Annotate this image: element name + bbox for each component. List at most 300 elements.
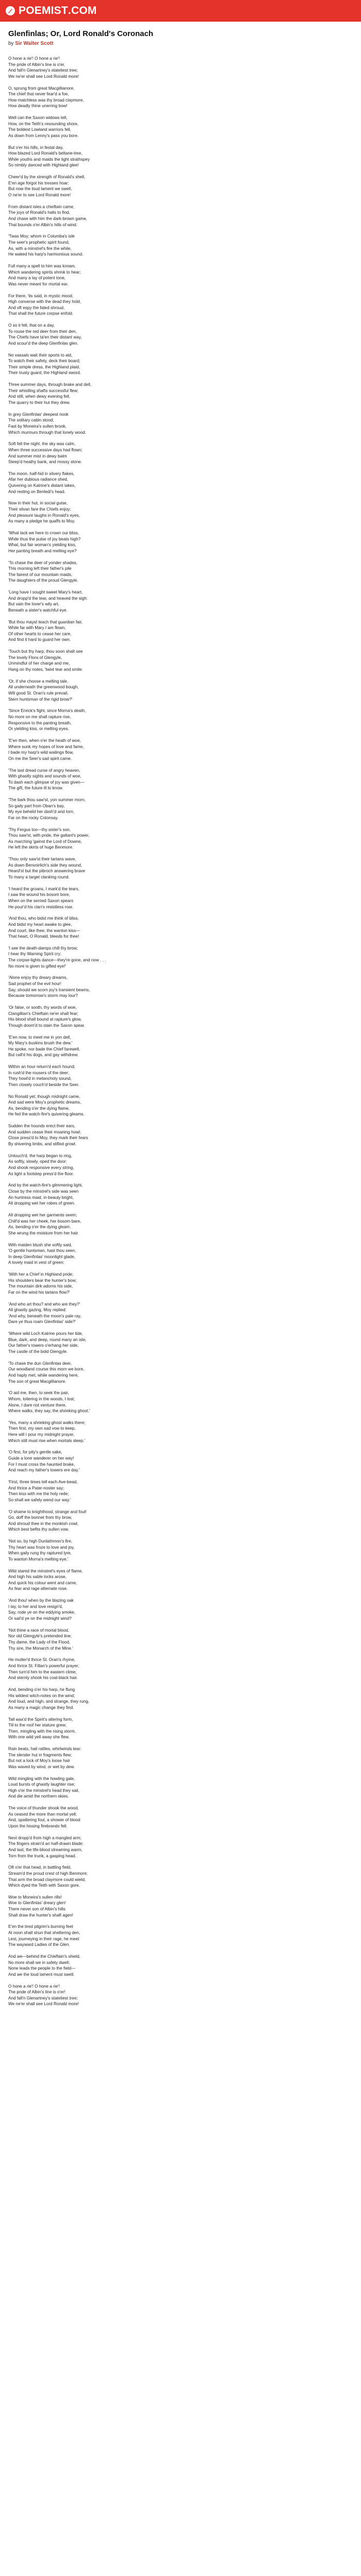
poem-line: To many a target clanking round. [8,874,70,879]
stanza [8,1509,353,1533]
stanza [8,1538,353,1562]
poem-line: Her panting breath and melting eye? [8,548,77,553]
poem-line: A lovely maid in vest of green: [8,1260,64,1265]
stanza [8,382,353,405]
poem-line: When gaily rung thy raptured lyre, [8,1551,72,1556]
poem-line: What, but fair woman's yielding kiss, [8,543,76,548]
stanza [8,1568,353,1592]
poem-line: As softly, slowly, oped the door; [8,1159,67,1164]
poem-line: E'en the tired pilgrim's burning feet [8,1924,73,1929]
poem-line: By shivering limbs, and stifled growl. [8,1142,76,1147]
stanza [8,204,353,228]
poem-line: And scour'd the deep Glenfinlas glen. [8,341,78,346]
poem-line: As, with a minstrel's fire the while, [8,246,72,251]
poem-line: Far on the wind his tartans flow?' [8,1290,70,1295]
poem-line: 'Or false, or sooth, thy words of woe, [8,1005,77,1010]
poem-line: 'Yes, many a shrieking ghost walks there; [8,1420,86,1425]
poem-line: And we—behind the Chieftain's shield, [8,1954,80,1959]
poem-line: Dare ye thus roam Glenfinlas' side?' [8,1319,76,1325]
poem-line: But not a lock of Moy's loose hair [8,1758,70,1764]
poem-line: None leads the people to the field— [8,1966,76,1971]
poem-line: Which murmurs through that lonely wood. [8,430,87,435]
stanza [8,1301,353,1325]
poem-line: Their simple dress, the Highland plaid, [8,364,80,369]
poem-line: Cheer'd by the strength of Ronald's shell, [8,175,86,180]
poem-line: We ne'er shall see Lord Ronald more! [8,74,79,79]
stanza [8,1894,353,1918]
stanza [8,174,353,198]
stanza [8,352,353,376]
poem-line: With one wild yell away she flew. [8,1735,70,1740]
poem-line: Till to the roof her stature grew; [8,1723,67,1728]
poem-line: Hang on thy notes, 'twixt tear and smile. [8,667,83,672]
stanza [8,233,353,257]
poem-line: He pour'd his clan's resistless roar. [8,904,73,909]
logo-link[interactable] [5,5,97,17]
logo-tld: .COM [68,5,97,16]
stanza [8,293,353,317]
poem-line: His blood shall bound at rapture's glow, [8,1017,82,1022]
poem-line: And chase with him the dark-brown game, [8,216,87,221]
poem-line: And thrice a Pater-noster say; [8,1485,64,1490]
poem-line: And fall'n Glenartney's stateliest tree; [8,68,78,73]
poem-line: Wild mingling with the howling gale, [8,1776,75,1781]
poem-line: For there, 'tis said, in mystic mood, [8,293,74,298]
poem-line: Within an hour return'd each hound; [8,1064,75,1070]
poem-line: And oft espy the fated shroud, [8,305,65,310]
poem-line: Next dropp'd from high a mangled arm; [8,1835,81,1840]
poem-line: That arm the broad claymore could wield, [8,1877,86,1882]
stanza [8,1717,353,1740]
poem-line: The wayward Ladies of the Glen. [8,1942,70,1947]
poem-line: At noon shall shun that sheltering den, [8,1930,80,1936]
poem-line: Tall wax'd the Spirit's altering form, [8,1717,73,1722]
poem-line: O hone a rie'! O hone a rie'! [8,56,60,61]
poem-title: Glenfinlas; Or, Lord Ronald's Coronach [8,29,154,38]
poem-line: As marching 'gainst the Lord of Downe, [8,839,82,844]
poem-line: While far with Mary I am flown, [8,625,66,631]
poem-line: The fingers strain'd an half-drawn blade: [8,1841,84,1846]
poem-line: 'O gentle huntsman, hast thou seen, [8,1248,76,1253]
stanza [8,1954,353,1977]
poem-line: And many a lay of potent tone, [8,276,66,281]
poem-line: His shoulders bear the hunter's bow; [8,1278,77,1283]
poem-line: I lay, to her and love resign'd, [8,1604,63,1609]
stanza [8,1123,353,1147]
stanza [8,827,353,851]
poem-line: He left the skirts of huge Benmore. [8,845,74,850]
poem-line: 'To chase the dun Glenfinlas deer, [8,1361,72,1366]
poem-line: Afar her dubious radiance shed, [8,477,69,482]
poem-line: He mutter'd thrice St. Oran's rhyme, [8,1657,76,1663]
stanza [8,530,353,554]
poem-line: To watch their safety, deck their board; [8,359,80,364]
poem-line: O, sprung from great Macgillianore, [8,86,75,91]
poem-line: That heart, O Ronald, bleeds for thee! [8,934,79,939]
poem-line: As, bending o'er the dying flame, [8,1106,70,1111]
stanza [8,1361,353,1384]
poem-line: To wanton Morna's melting eye.' [8,1556,69,1562]
poem-line: The fairest of our mountain maids, [8,572,73,577]
poem-line: And still, when dewy evening fell, [8,394,71,399]
stanza [8,1005,353,1028]
stanza [8,1331,353,1354]
stanza [8,916,353,939]
poem-line: This morning left their father's pile [8,566,72,571]
stanza [8,56,353,79]
poem-line: Here will I pour my midnight prayer, [8,1432,75,1437]
stanza [8,619,353,643]
poem-line: Say, should we scorn joy's transient beams, [8,987,90,992]
poem-line: As down Benvoirlich's side they wound, [8,862,83,868]
poem-line: I hear thy Warning Spirit cry; [8,952,61,957]
poem-line: On me the Seer's sad spirit came. [8,756,72,761]
stanza [8,1746,353,1770]
poem-line: Was waved by wind, or wet by dew. [8,1764,75,1769]
poem-line: Whom, loitering in the woods, I lost; [8,1396,75,1401]
stanza [8,1420,353,1444]
poem-line: Then closely couch'd beside the Seer. [8,1082,79,1087]
poem-line: Stern huntsman of the rigid brow?' [8,697,73,702]
poem-line: Close press'd to Moy, they mark their fears [8,1136,88,1141]
poem-line: No Ronald yet; though midnight came, [8,1094,80,1099]
poem-line: 'And who art thou? and who are they?' [8,1301,80,1307]
poem-line: Blue, dark, and deep, round many an isle, [8,1337,87,1342]
poem-line: Thy heart was froze to love and joy, [8,1545,75,1550]
poem-line: Close by the minstrel's side was seen [8,1189,79,1194]
poem-body [8,56,353,2007]
poem-line: Heard'st but the pibroch answering brave [8,869,86,874]
poem-line: The chief that never fear'd a foe, [8,92,69,97]
poem-line: And shook responsive every string, [8,1165,74,1170]
poem-line: The son of great Macgillianore. [8,1379,67,1384]
poem-line: Full many a spell to him was known, [8,263,76,268]
poem-line: Untouch'd, the harp began to ring, [8,1153,72,1158]
poem-line: Thy dame, the Lady of the Flood, [8,1640,71,1645]
poem-line: But vain the lover's wily art, [8,602,59,607]
poem-line: And sternly shook his coal-black hair. [8,1675,78,1681]
poem-line: All underneath the greenwood bough, [8,685,79,690]
poem-line: Shall draw the hunter's shaft agen! [8,1912,73,1918]
poem-line: And, spattering foul, a shower of blood [8,1818,80,1823]
poem-line: The castle of the bold Glengyle. [8,1349,68,1354]
stanza [8,1242,353,1266]
poem-line: Or yielding kiss, or melting eyes. [8,726,69,732]
poem-line: Where sunk my hopes of love and fame, [8,744,84,749]
poem-line: And find it hard to guard her own. [8,637,71,642]
stanza [8,856,353,880]
poem-line: 'And why, beneath the moon's pale ray, [8,1313,81,1318]
poem-line: Now in their hut, in social guise, [8,501,68,506]
poem-byline [8,41,353,46]
poem-line: Responsive to the panting breath, [8,720,72,725]
stanza [8,768,353,791]
poem-line: And reach my father's towers ere day.' [8,1468,80,1473]
poem-line: And bidst my heart awake to glee, [8,922,72,927]
byline-prefix: by [8,41,14,46]
stanza [8,1865,353,1888]
poem-line: The quarry to their hut they drew. [8,400,71,405]
stanza [8,1094,353,1117]
site-header [0,0,361,22]
poem-line: 'With her a Chief in Highland pride; [8,1272,74,1277]
poem-line: And summer mist in dewy balm [8,453,67,459]
poem-line: O ne'er to see Lord Ronald more! [8,193,71,198]
stanza [8,1064,353,1088]
poem-line: I bade my harp's wild wailings flow, [8,750,74,755]
poem-line: And quick his colour went and came, [8,1580,77,1585]
stanza [8,1390,353,1414]
poem-line: 'The last dread curse of angry heaven, [8,768,80,773]
poem-line: All ghastly gazing, Moy replied: [8,1308,67,1313]
poem-line: But now the loud lament we swell, [8,187,72,192]
poem-line: All dropping wet her robes of green. [8,1201,75,1206]
stanza [8,560,353,584]
poem-line: The pride of Albin's line is o'er, [8,62,65,67]
poem-line: But o'er his hills, in festal day, [8,145,63,150]
poem-line: 'Where wild Loch Katrine pours her tide, [8,1331,83,1336]
poem-line: E'en age forgot his tresses hoar; [8,180,69,185]
poem-line: The boldest Lowland warriors fell, [8,127,71,132]
poem-line: Then first, my own sad vow to keep, [8,1426,76,1431]
poem-line: Unmindful of her charge and me, [8,661,70,666]
poem-line: Quivering on Katrine's distant lakes, [8,483,76,488]
poem-line: Will good St. Oran's rule prevail, [8,691,69,696]
poem-line: The Chiefs have ta'en their distant way, [8,335,82,340]
poem-line: My Mary's buskins brush the dew.' [8,1041,73,1046]
stanza [8,1657,353,1681]
poem-line: The seer's prophetic spirit found, [8,240,70,245]
poem-line: Stream'd the proud crest of high Benmore; [8,1871,88,1876]
stanza [8,145,353,168]
poem-line: Where walks, they say, the shrieking ghost.' [8,1409,90,1414]
poem-line: She wrung the moisture from her hair. [8,1230,79,1235]
poem-line: Sudden the hounds erect their ears, [8,1124,76,1129]
stanza [8,1835,353,1859]
poem-line: 'And thou! when by the blazing oak [8,1598,74,1603]
poem-line: As many a magic change they find. [8,1705,74,1710]
poem-line: But call'd his dogs, and gay withdrew. [8,1053,78,1058]
poem-line: Or sail'd ye on the midnight wind? [8,1616,72,1621]
stanza [8,1182,353,1206]
poem-line: Thy sire, the Monarch of the Mine.' [8,1646,73,1651]
poem-line: Woe to Moneira's sullen rills! [8,1894,62,1900]
poem-line: And high his sable locks arose, [8,1574,67,1580]
stanza [8,945,353,969]
poem-line: So shall we safely wend our way.' [8,1497,71,1502]
poem-line: How blazed Lord Ronald's beltane-tree, [8,151,83,156]
poem-line: And sudden cease their moaning howl; [8,1129,81,1134]
poem-line: The solitary cabin stood, [8,418,54,423]
poem-line: From distant isles a chieftain came, [8,204,75,209]
stanza [8,263,353,287]
poem-line: As ceased the more than mortal yell; [8,1811,77,1817]
poem-line: And court, like thee, the wanton kiss— [8,928,80,933]
poem-line: 'E'en then, when o'er the heath of woe, [8,738,81,743]
poem-line: Then, mingling with the rising storm, [8,1728,76,1734]
poem-line: And resting on Benledi's head. [8,489,65,494]
stanza [8,1687,353,1710]
poem-line: He fed the watch-fire's quivering gleams. [8,1112,85,1117]
poem-line: My eye beheld her dash'd and torn, [8,809,75,815]
poem-line: The moon, half-hid in silvery flakes, [8,471,75,476]
stanza [8,708,353,732]
poem-line: 'The bark thou saw'st, yon summer morn, [8,798,86,803]
stanza [8,471,353,495]
poem-line: Our woodland course this morn we bore, [8,1367,85,1372]
poem-line: The lovely Flora of Glengyle, [8,655,62,660]
stanza [8,115,353,139]
poem-line: How, on the Teith's resounding shore, [8,121,79,126]
poem-line: 'What lack we here to crown our bliss, [8,531,79,535]
stanza [8,649,353,672]
poem-line: And by the watch-fire's glimmering light, [8,1183,83,1188]
poem-line: Sad prophet of the evil hour! [8,981,61,987]
poem-line: That shall the future corpse enfold. [8,311,74,316]
poem-line: Far on the rocky Colonsay. [8,815,59,820]
poem-line: 'E'en now, to meet me in yon dell, [8,1035,71,1040]
poem-line: Their silvan fare the Chiefs enjoy; [8,507,71,512]
poem-line: Clangillian's Chieftain ne'er shall fear; [8,1011,79,1016]
stanza [8,1153,353,1177]
poem-line: Then kiss with me the holy rede; [8,1492,69,1497]
poem-line: There never son of Albin's hills [8,1907,65,1912]
poem-line: He waked his harp's harmonious sound. [8,252,84,257]
poem-line: 'Twas Moy; whom in Columba's isle [8,234,75,239]
stanza [8,441,353,465]
stanza [8,1984,353,2007]
poem-line: Chill'd was her cheek, her bosom bare, [8,1218,81,1224]
poem-line: Guide a lone wanderer on her way! [8,1456,74,1461]
poem-line: No vassals wait their sports to aid, [8,352,73,358]
poem-line: In deep Glenfinlas' moonlight glade, [8,1254,75,1259]
poem-line: The slender hut in fragments flew; [8,1752,72,1757]
poem-line: And haply met, while wandering here, [8,1372,79,1378]
poem-line: Then turn'd him to the eastern clime, [8,1669,77,1674]
poem-line: Nor old Glengyle's pretended line; [8,1634,72,1639]
poem-line: As fear and rage alternate rose. [8,1586,68,1591]
poem-line: 'Thy Fergus too—thy sister's son, [8,827,71,832]
poem-line: To rouse the red deer from their den, [8,329,77,334]
poem-line: 'Or, if she choose a melting tale, [8,679,69,684]
poem-line: Which best befits thy sullen vow. [8,1527,69,1532]
poem-line: Was never meant for mortal ear. [8,281,69,286]
stanza [8,797,353,821]
stanza [8,1035,353,1058]
poem-line: Wild stared the minstrel's eyes of flame, [8,1568,83,1573]
poem-line: No more on me shall rapture rise, [8,714,71,719]
poem-line: Their whistling shafts successful flew; [8,388,79,393]
stanza [8,1628,353,1651]
poem-line: And sad were Moy's prophetic dreams, [8,1100,81,1105]
poem-line: I saw the wound his bosom bore, [8,892,70,897]
poem-line: 'Alone enjoy thy dreary dreams, [8,975,68,980]
poem-line: When on the serried Saxon spears [8,898,74,903]
poem-line: That bounds o'er Albin's hills of wind. [8,222,77,227]
stanza [8,1598,353,1621]
poem-line: Because tomorrow's storm may lour? [8,993,78,998]
poem-line: The joys of Ronald's halls to find, [8,210,70,215]
poem-line: The corpse-lights dance—they're gone, and now . . . [8,958,106,963]
stanza [8,1272,353,1295]
poem-line: Beneath a sister's watchful eye. [8,607,68,613]
poem-line: Our father's towers o'erhang her side, [8,1343,79,1348]
stanza [8,412,353,435]
poem-line: They howl'd in melancholy sound, [8,1076,72,1081]
poem-line: And loud, and high, and strange, they rung, [8,1699,90,1704]
stanza [8,323,353,346]
poem-line: Upon the hissing firebrands fell. [8,1823,68,1828]
poem-line: And thrice St. Fillan's powerful prayer; [8,1663,79,1668]
poem-line: Steep'd heathy bank, and mossy stone. [8,460,83,465]
stanza [8,1212,353,1236]
poem-line: As light a footstep press'd the floor. [8,1171,74,1176]
poem-line: While youths and maids the light strathspey [8,157,90,162]
poem-line: And, bending o'er his harp, he flung [8,1687,75,1692]
poem-line: Three summer days, through brake and dell, [8,382,92,387]
poem-line: And die amid the northern skies. [8,1794,69,1799]
poem-line: 'O shame to knighthood, strange and foul! [8,1509,87,1514]
poem-line: In grey Glenfinlas' deepest nook [8,412,69,417]
poem-line: Go, doff the bonnet from thy brow, [8,1515,72,1520]
poem-line: And pleasure laughs in Ronald's eyes, [8,513,80,518]
stanza [8,1776,353,1800]
poem-line: How matchless was thy broad claymore, [8,97,84,103]
stanza [8,738,353,761]
poem-line: Lest, journeying in their rage, he meet [8,1936,79,1941]
stanza [8,500,353,524]
poem-line: Say, rode ye on the eddying smoke, [8,1610,76,1615]
poem-line: While thus the pulse of joy beats high? [8,536,81,541]
poem-line: As down from Lenny's pass you bore. [8,133,79,138]
poem-line: Rain beats, hail rattles, whirlwinds tear: [8,1747,81,1752]
poem-line: Well can the Saxon widows tell, [8,115,68,121]
stanza [8,589,353,613]
poem-line: And last, the life-blood streaming warm, [8,1847,83,1852]
poem-line: The daughters of the proud Glengyle. [8,578,78,583]
poem-line: And shroud thee in the monkish cowl, [8,1521,79,1526]
poem-container [0,22,361,2007]
poem-line: 'O aid me, then, to seek the pair, [8,1391,69,1396]
poem-line: When three successive days had flown; [8,447,83,452]
poem-line: The mountain dirk adorns his side, [8,1284,73,1289]
stanza [8,886,353,910]
poem-line: For I must cross the haunted brake, [8,1462,75,1467]
poem-line: 'Not so, by high Dunlathmon's fire, [8,1539,73,1544]
stanza [8,1805,353,1829]
logo-text: POEMIST [19,5,68,16]
poem-line: 'And thou, who bidst me think of bliss, [8,916,79,921]
poem-line: 'Thou only saw'st their tartans wave, [8,857,76,862]
poem-line: Alone, I dare not venture there, [8,1402,67,1408]
poem-line: 'Since Enrick's fight, since Morna's death, [8,708,86,714]
poem-line: Woe to Glenfinlas' dreary glen! [8,1901,66,1906]
author-link[interactable]: Sir Walter Scott [15,41,54,46]
poem-line: Which still must rise when mortals sleep.' [8,1438,85,1443]
poem-line: And we the loud lament must swell. [8,1972,75,1977]
poem-line: With ghastly sights and sounds of woe, [8,774,81,779]
poem-line: High o'er the minstrel's head they sail, [8,1788,79,1793]
poem-line: The pride of Albin's line is o'er! [8,1990,65,1995]
poem-line: All dropping wet her garments seem; [8,1212,77,1217]
poem-line: Which wandering spirits shrink to hear; [8,269,81,275]
poem-line: Torn from the trunk, a gasping head. [8,1853,76,1858]
poem-line: High converse with the dead they hold, [8,299,81,304]
poem-line: 'To chase the deer of yonder shades, [8,560,78,565]
poem-line: As, bending o'er the dying gleam, [8,1225,71,1230]
poem-line: His wildest witch-notes on the wind; [8,1693,75,1698]
poem-line: The gift, the future ill to know. [8,786,63,791]
